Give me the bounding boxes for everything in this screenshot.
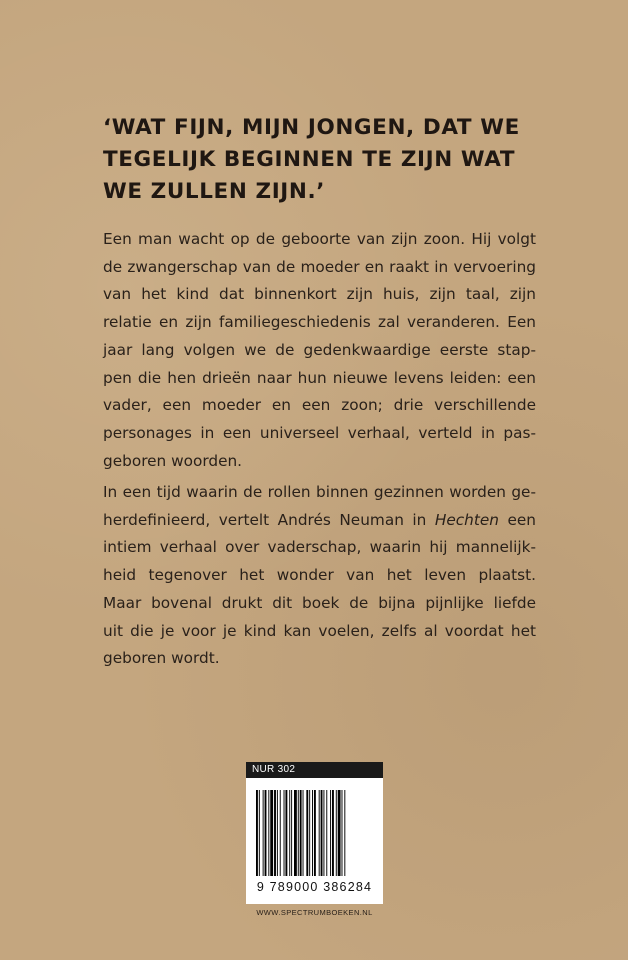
text-line: personages in een universeel verhaal, verteld in pas- [103, 423, 536, 442]
text-line: relatie en zijn familiegeschiedenis zal veranderen. Een [103, 313, 536, 332]
text-line [103, 507, 536, 535]
text-line: Een man wacht op de geboorte van zijn zoon. Hij volgt [103, 230, 536, 248]
text-segment: een [498, 510, 536, 529]
isbn-number: 9 789000 386284 [256, 880, 373, 894]
blurb-paragraph-2 [103, 479, 536, 673]
text-line: heid tegenover het wonder van het leven plaatst. [103, 566, 536, 585]
quote-line: TEGELIJK BEGINNEN TE ZIJN WAT [103, 147, 516, 172]
back-cover-quote [103, 112, 543, 208]
text-line: geboren woorden. [103, 451, 243, 470]
text-line: Maar bovenal drukt dit boek de bijna pijnlijke liefde [103, 593, 536, 612]
text-line: van het kind dat binnenkort zijn huis, zijn taal, zijn [103, 285, 536, 304]
publisher-website: WWW.SPECTRUMBOEKEN.NL [256, 908, 373, 917]
text-line: intiem verhaal over vaderschap, waarin hij mannelijk- [103, 538, 536, 557]
blurb-paragraph-1 [103, 226, 536, 475]
text-line: vader, een moeder en een zoon; drie verschillende [103, 396, 536, 415]
text-line: geboren wordt. [103, 649, 220, 668]
barcode-icon [256, 790, 375, 876]
quote-line: WE ZULLEN ZIJN.’ [103, 179, 326, 204]
text-line: In een tijd waarin de rollen binnen gezinnen worden ge- [103, 483, 536, 501]
text-line: uit die je voor je kind kan voelen, zelfs al voordat het [103, 621, 536, 640]
text-line: de zwangerschap van de moeder en raakt in vervoering [103, 257, 536, 276]
text-line: pen die hen drieën naar hun nieuwe levens leiden: een [103, 368, 536, 387]
quote-line: ‘WAT FIJN, MIJN JONGEN, DAT WE [103, 115, 520, 140]
book-title: Hechten [434, 510, 499, 529]
text-segment: herdefinieerd, vertelt Andrés Neuman in [103, 510, 435, 529]
nur-code: NUR 302 [246, 762, 383, 778]
text-line: jaar lang volgen we de gedenkwaardige eerste stap- [103, 340, 536, 359]
